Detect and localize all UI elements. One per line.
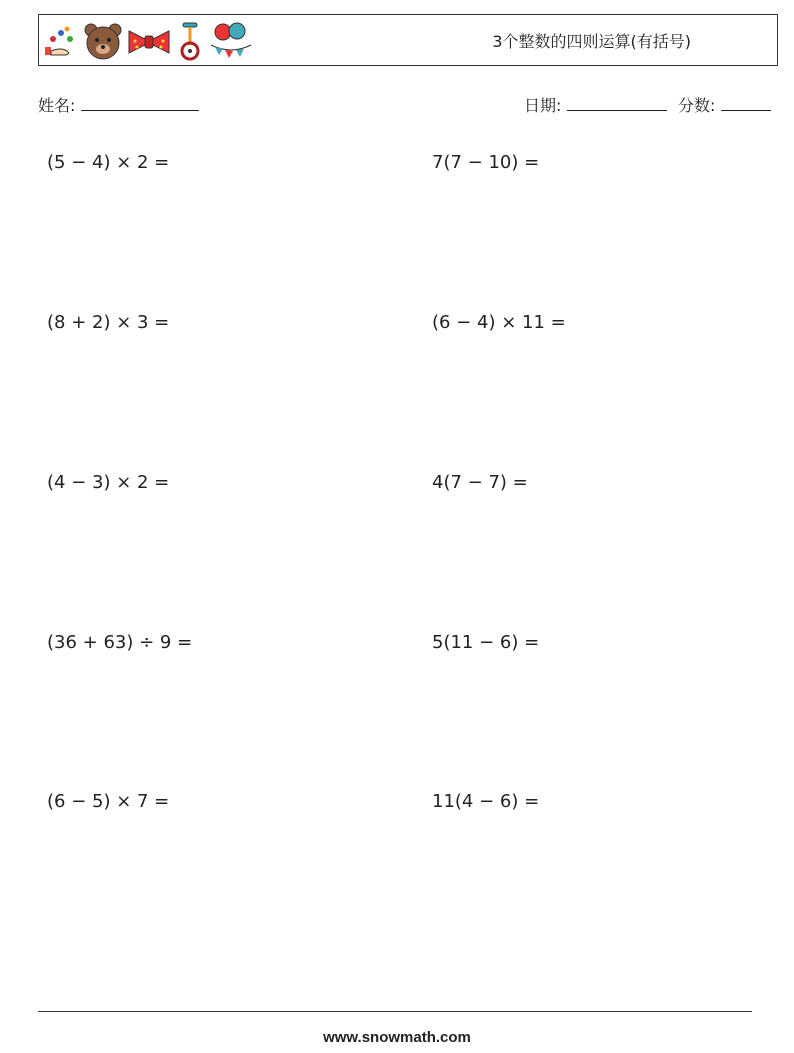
date-blank[interactable] xyxy=(567,96,667,111)
date-label: 日期: xyxy=(524,96,562,115)
balloons-icon xyxy=(209,21,253,61)
bow-tie-icon xyxy=(127,21,171,61)
icon-strip xyxy=(43,19,253,63)
problem-1: (5 − 4) × 2 = xyxy=(47,152,170,173)
name-field xyxy=(38,93,199,116)
problem-5: (4 − 3) × 2 = xyxy=(47,472,170,493)
problem-4: (6 − 4) × 11 = xyxy=(432,312,566,333)
problem-8: 5(11 − 6) = xyxy=(432,632,540,653)
name-label: 姓名: xyxy=(38,96,76,115)
juggling-icon xyxy=(43,21,79,61)
header-box xyxy=(38,14,778,66)
problem-6: 4(7 − 7) = xyxy=(432,472,528,493)
footer-url[interactable]: www.snowmath.com xyxy=(323,1029,471,1046)
problem-10: 11(4 − 6) = xyxy=(432,791,540,812)
bear-icon xyxy=(83,21,123,61)
problem-2: 7(7 − 10) = xyxy=(432,152,540,173)
score-blank[interactable] xyxy=(721,96,771,111)
score-label: 分数: xyxy=(678,96,716,115)
worksheet-title: 3个整数的四则运算(有括号) xyxy=(492,32,691,51)
problem-7: (36 + 63) ÷ 9 = xyxy=(47,632,193,653)
problem-9: (6 − 5) × 7 = xyxy=(47,791,170,812)
footer-divider xyxy=(38,1011,752,1012)
name-blank[interactable] xyxy=(81,96,199,111)
unicycle-icon xyxy=(175,21,205,61)
date-field xyxy=(524,93,667,116)
score-field xyxy=(678,93,771,116)
problem-3: (8 + 2) × 3 = xyxy=(47,312,170,333)
